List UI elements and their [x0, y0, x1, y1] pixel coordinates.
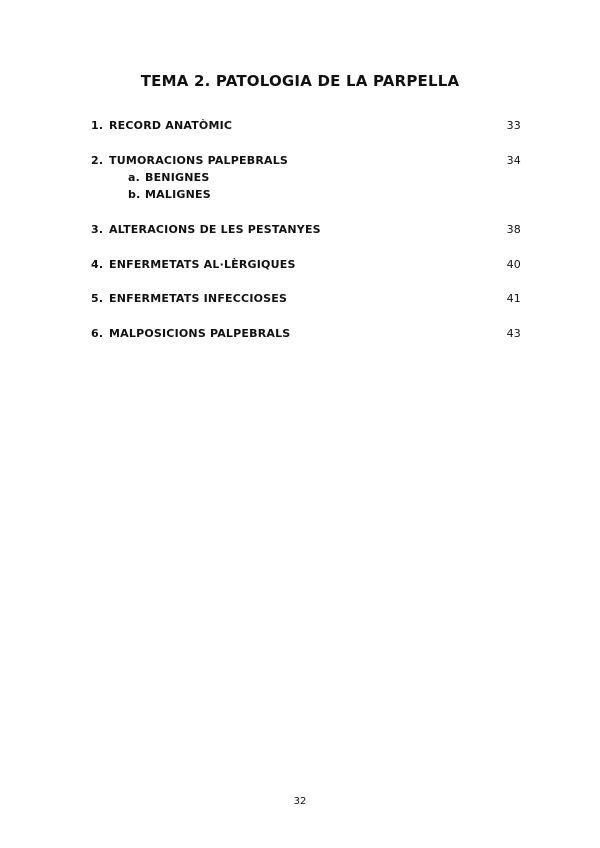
toc-entry-label: ENFERMETATS AL·LÈRGIQUES [109, 258, 296, 271]
toc-entry-number: 2. [91, 154, 104, 167]
toc-subitem-letter: b. [128, 188, 141, 201]
toc-subitem-malignes[interactable] [128, 187, 211, 203]
toc-entry-number: 6. [91, 327, 104, 340]
toc-entry-label: RECORD ANATÒMIC [109, 119, 233, 132]
toc-entry-page: 38 [506, 223, 521, 236]
toc-entry-page: 41 [506, 292, 521, 305]
toc-entry-number: 4. [91, 258, 104, 271]
toc-subitem-label: MALIGNES [145, 188, 211, 201]
toc-entry-number: 5. [91, 292, 104, 305]
toc-entry-page: 34 [506, 154, 521, 167]
toc-entry-record-anatomic[interactable] [91, 118, 521, 134]
toc-entry-label: TUMORACIONS PALPEBRALS [109, 154, 289, 167]
toc-entry-label: MALPOSICIONS PALPEBRALS [109, 327, 291, 340]
toc-entry-enfermetats-allergiques[interactable] [91, 257, 521, 273]
toc-entry-number: 3. [91, 223, 104, 236]
toc-entry-tumoracions-palpebrals[interactable] [91, 153, 521, 169]
toc-subitem-letter: a. [128, 171, 141, 184]
toc-entry-label: ALTERACIONS DE LES PESTANYES [109, 223, 321, 236]
toc-entry-alteracions-pestanyes[interactable] [91, 222, 521, 238]
page-title: TEMA 2. PATOLOGIA DE LA PARPELLA [140, 72, 460, 90]
toc-entry-page: 33 [506, 119, 521, 132]
toc-subitem-label: BENIGNES [145, 171, 210, 184]
toc-entry-enfermetats-infeccioses[interactable] [91, 291, 521, 307]
toc-entry-label: ENFERMETATS INFECCIOSES [109, 292, 288, 305]
toc-entry-page: 40 [506, 258, 521, 271]
toc-entry-malposicions-palpebrals[interactable] [91, 326, 521, 342]
toc-entry-number: 1. [91, 119, 104, 132]
page-number: 32 [293, 796, 307, 807]
toc-subitem-benignes[interactable] [128, 170, 209, 186]
toc-entry-page: 43 [506, 327, 521, 340]
